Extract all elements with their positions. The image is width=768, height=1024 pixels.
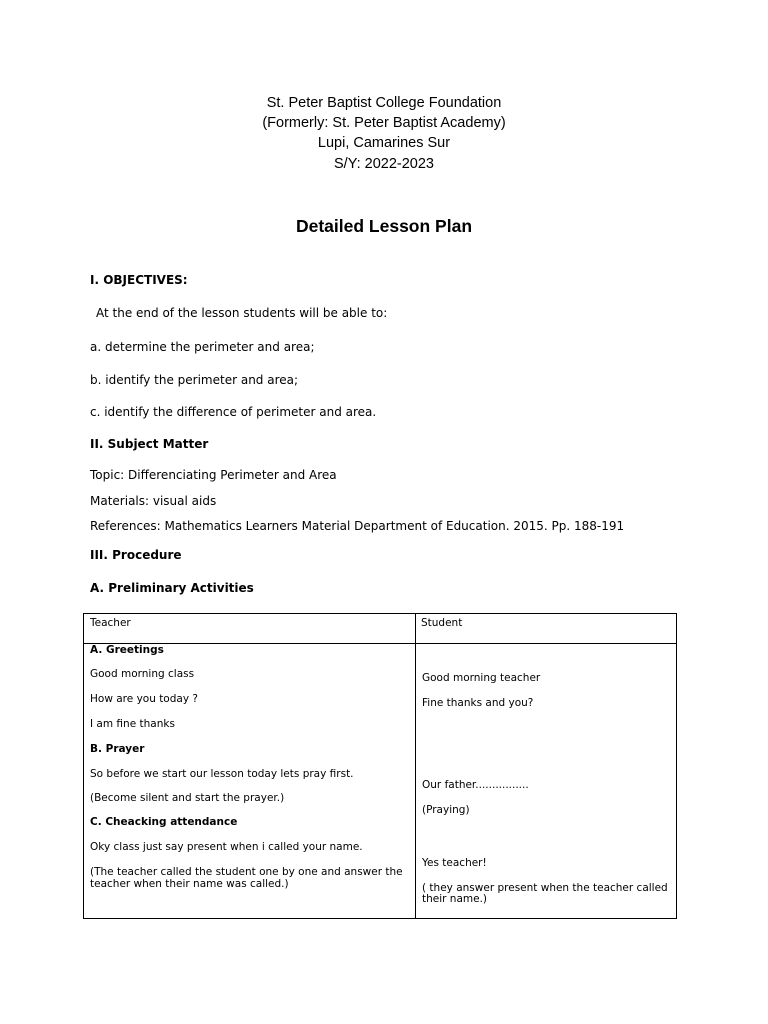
student-line: Our father................	[422, 779, 529, 791]
student-line: Yes teacher!	[422, 857, 487, 869]
teacher-line: How are you today ?	[90, 693, 198, 705]
procedure-heading: III. Procedure	[90, 548, 182, 562]
objectives-intro: At the end of the lesson students will be able to:	[96, 306, 388, 320]
student-column-header: Student	[421, 617, 463, 629]
objective-c: c. identify the difference of perimeter and area.	[90, 405, 377, 419]
school-former-name: (Formerly: St. Peter Baptist Academy)	[262, 115, 506, 131]
objective-a: a. determine the perimeter and area;	[90, 340, 315, 354]
teacher-line: Oky class just say present when i called your name.	[90, 841, 363, 853]
attendance-heading: C. Cheacking attendance	[90, 816, 238, 828]
references-line: References: Mathematics Learners Material Department of Education. 2015. Pp. 188-191	[90, 519, 625, 533]
document-title: Detailed Lesson Plan	[295, 216, 473, 236]
greetings-heading: A. Greetings	[90, 644, 164, 656]
table-header-divider	[84, 643, 676, 644]
objective-b: b. identify the perimeter and area;	[90, 373, 299, 387]
student-line: Good morning teacher	[422, 672, 541, 684]
prayer-heading: B. Prayer	[90, 743, 145, 755]
materials-line: Materials: visual aids	[90, 494, 217, 508]
teacher-column-header: Teacher	[90, 617, 131, 629]
teacher-line: Good morning class	[90, 668, 195, 680]
student-line: ( they answer present when the teacher called	[422, 882, 668, 894]
teacher-line: I am fine thanks	[90, 718, 175, 730]
teacher-line: (Become silent and start the prayer.)	[90, 792, 285, 804]
student-line: Fine thanks and you?	[422, 697, 534, 709]
student-line: their name.)	[422, 893, 488, 905]
activities-table	[83, 613, 677, 919]
school-year: S/Y: 2022-2023	[334, 156, 434, 172]
school-location: Lupi, Camarines Sur	[317, 135, 451, 151]
preliminary-activities-heading: A. Preliminary Activities	[90, 581, 254, 595]
table-column-divider	[415, 614, 416, 918]
teacher-line: So before we start our lesson today lets pray first.	[90, 768, 354, 780]
topic-line: Topic: Differenciating Perimeter and Area	[90, 468, 337, 482]
teacher-line: (The teacher called the student one by one and answer the	[90, 866, 403, 878]
objectives-heading: I. OBJECTIVES:	[90, 273, 188, 287]
subject-matter-heading: II. Subject Matter	[90, 437, 209, 451]
teacher-line: teacher when their name was called.)	[90, 878, 289, 890]
student-line: (Praying)	[422, 804, 470, 816]
school-name: St. Peter Baptist College Foundation	[266, 95, 502, 111]
